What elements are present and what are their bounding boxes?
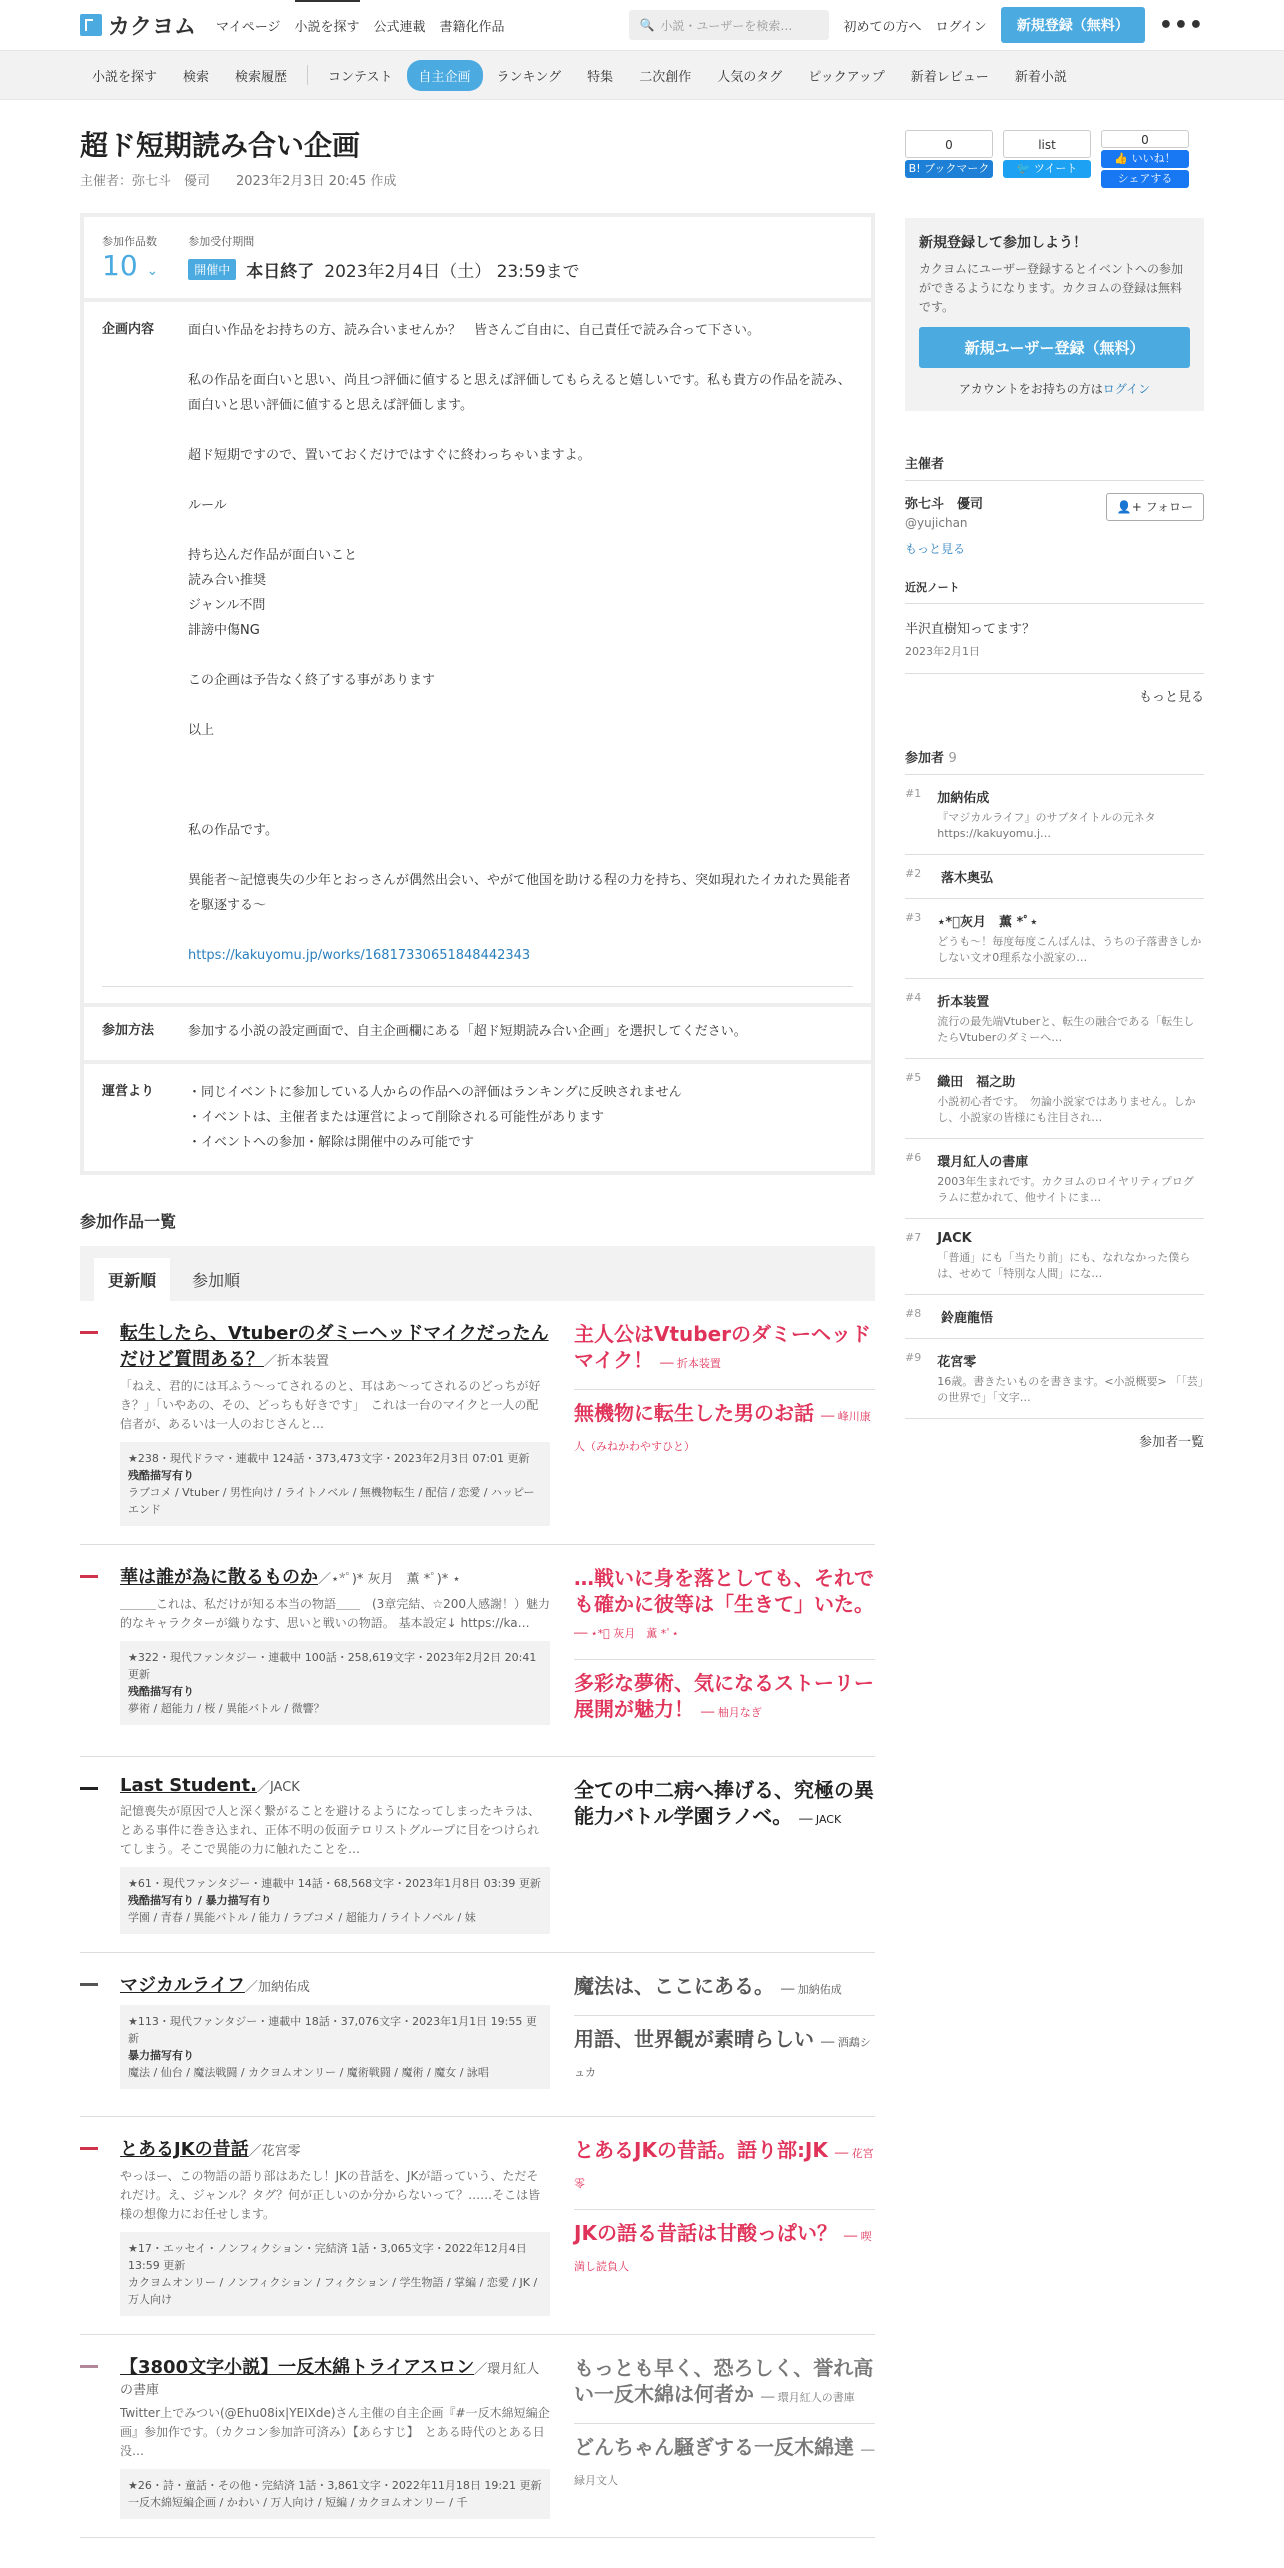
count-label: 参加作品数	[102, 235, 157, 248]
rule-item: イベントへの参加・解除は開催中のみ可能です	[201, 1135, 475, 1150]
review-author: ── 酒鵡シュカ	[574, 2036, 871, 2079]
period-value: 2023年2月4日（土） 23:59まで	[324, 262, 580, 282]
review-title: 多彩な夢術、気になるストーリー展開が魅力！	[574, 1671, 874, 1721]
event-description	[188, 318, 853, 987]
participant-name: 落木奥弘	[941, 871, 994, 886]
review-title: 無機物に転生した男のお話	[574, 1401, 814, 1425]
work-author[interactable]: ／環月紅人の書庫	[120, 2362, 540, 2398]
host-more-link[interactable]: もっと見る	[905, 542, 966, 556]
user-plus-icon: 👤+	[1116, 500, 1142, 514]
review-item[interactable]	[574, 2423, 875, 2506]
nav-find-novels[interactable]: 小説を探す	[295, 0, 360, 52]
search-icon: 🔍	[639, 18, 655, 32]
subnav-pickup[interactable]: ピックアップ	[808, 69, 885, 85]
subnav-reviews[interactable]: 新着レビュー	[910, 69, 989, 85]
participant-number: #2	[905, 867, 922, 880]
participant-name: 鈴鹿龍悟	[941, 1311, 994, 1326]
genre-mark	[80, 1331, 98, 1334]
work-link[interactable]: https://kakuyomu.jp/works/16817330651848442343	[188, 948, 531, 963]
notes-more-link[interactable]: もっと見る	[1138, 690, 1204, 705]
work-item	[80, 2117, 875, 2335]
participant-name: 環月紅人の書庫	[937, 1155, 1029, 1170]
participants-count: 9	[948, 751, 957, 766]
work-item	[80, 2335, 875, 2538]
host-name[interactable]: 弥七斗 優司	[905, 497, 984, 512]
logo-icon	[80, 14, 102, 36]
more-menu-icon[interactable]: •••	[1158, 12, 1204, 38]
review-title: 主人公はVtuberのダミーヘッドマイク！	[574, 1322, 872, 1372]
review-item[interactable]	[574, 1389, 875, 1472]
work-stats: ★238・現代ドラマ・連載中 124話・373,473文字・2023年2月3日 07:01 更新	[128, 1452, 530, 1465]
rules-list: ・同じイベントに参加している人からの作品への評価はランキングに反映されません ・イベントは、主催者または運営によって削除される可能性があります ・イベントへの参加・解除は開催中のみ可能です	[188, 1085, 682, 1150]
participants-list	[905, 775, 1204, 1419]
register-button[interactable]: 新規登録（無料）	[1001, 7, 1145, 43]
desc-line: 以上	[188, 723, 215, 738]
search-input[interactable]	[629, 10, 829, 40]
participant-number: #7	[905, 1231, 922, 1244]
desc-line: 私の作品です。	[188, 823, 278, 838]
subnav-search[interactable]: 検索	[183, 69, 210, 85]
tab-updated[interactable]: 更新順	[94, 1258, 170, 1301]
participant-desc: 『マジカルライフ』のサブタイトルの元ネタ https://kakuyomu.j…	[937, 811, 1156, 840]
participant-name: 加納佑成	[937, 791, 990, 806]
desc-line	[188, 843, 853, 868]
nav-official[interactable]: 公式連載	[373, 19, 426, 35]
work-description: 記憶喪失が原因で人と深く繋がることを避けるようになってしまったキラは、とある事件に巻き込まれ、正体不明の仮面テロリストグループに目をつけられてしまう。そこで異能の力に触れたことを…	[120, 1804, 541, 1856]
participant-name: 折本装置	[937, 995, 990, 1010]
sort-tabs	[80, 1246, 875, 1301]
desc-line: 誹謗中傷NG	[188, 623, 260, 638]
review-author: ── 花宮零	[574, 2147, 874, 2190]
search-placeholder: 小説・ユーザーを検索…	[660, 18, 793, 33]
review-author: ── 加納佑成	[780, 1983, 842, 1996]
participant-number: #8	[905, 1307, 922, 1320]
review-item[interactable]	[574, 2135, 875, 2209]
review-author: ── 峰川康人（みねかわやすひと）	[574, 1410, 871, 1453]
desc-line: 読み合い推奨	[188, 573, 267, 588]
participant-desc: どうも〜！毎度毎度こんばんは、うちの子落書きしかしない文オ0理系な小説家の…	[937, 935, 1202, 964]
participant-desc: 流行の最先端Vtuberと、転生の融合である「転生したらVtuberのダミーへ…	[937, 1015, 1195, 1044]
work-warning: 暴力描写有り	[128, 2049, 194, 2062]
participant-item[interactable]	[905, 1339, 1204, 1419]
like-button[interactable]	[1101, 130, 1189, 188]
entry-count-value: 10	[102, 249, 138, 282]
desc-line: ジャンル不問	[188, 598, 266, 613]
participant-item[interactable]	[905, 899, 1204, 979]
work-stats: ★26・詩・童話・その他・完結済 1話・3,861文字・2022年11月18日 19:21 更新	[128, 2479, 542, 2492]
header-nav	[216, 0, 505, 52]
bookmark-count: 0	[905, 130, 993, 158]
host-heading: 主催者	[905, 445, 1204, 481]
work-author[interactable]: ／加納佑成	[244, 1980, 310, 1995]
nav-books[interactable]: 書籍化作品	[439, 19, 505, 35]
review-title: …戦いに身を落としても、それでも確かに彼等は「生きて」いた。	[574, 1566, 874, 1616]
signup-button[interactable]: 新規ユーザー登録（無料）	[919, 327, 1190, 368]
rule-item: 同じイベントに参加している人からの作品への評価はランキングに反映されません	[201, 1085, 682, 1100]
review-author: ── 折本装置	[660, 1357, 721, 1370]
review-author: ── JACK	[799, 1813, 842, 1826]
genre-mark	[80, 1575, 98, 1578]
subnav-find[interactable]: 小説を探す	[92, 69, 158, 85]
review-title: 用語、世界観が素晴らしい	[574, 2027, 814, 2051]
desc-line	[188, 343, 853, 368]
work-warning: 残酷描写有り / 暴力描写有り	[128, 1894, 272, 1907]
work-description: Twitter上でみつい(@Ehu08ix|YEIXde)さん主催の自主企画『#一反木綿短編企画』参加作です。（カクコン参加許可済み）【あらすじ】 とある時代のとある日没…	[120, 2406, 550, 2458]
work-info	[120, 2469, 550, 2519]
tweet-label: ツイート	[1033, 162, 1078, 175]
review-author: ── 柚月なぎ	[700, 1706, 762, 1719]
work-tags[interactable]: 学園 / 青春 / 異能バトル / 能力 / ラブコメ / 超能力 / ライトノベル / 妹	[128, 1911, 476, 1924]
genre-mark	[80, 1983, 98, 1986]
like-label: いいね！	[1131, 152, 1176, 165]
participant-name: 花宮零	[937, 1355, 977, 1370]
desc-line: 私の作品を面白いと思い、尚且つ評価に値すると思えば評価してもらえると嬉しいです。私も貴方の作品を読み、面白いと思い評価に値すると思えば評価します。	[188, 373, 851, 413]
work-title-link[interactable]: マジカルライフ	[120, 1975, 245, 1996]
participant-item[interactable]	[905, 1139, 1204, 1219]
review-item[interactable]	[574, 1775, 875, 1845]
entries-title: 参加作品一覧	[80, 1212, 177, 1231]
review-author: ── ⋆*ﾟ 灰月 薫 *ﾟ⋆	[574, 1627, 679, 1640]
desc-line	[188, 418, 853, 443]
work-info	[120, 1442, 550, 1526]
work-title-link[interactable]: Last Student.	[120, 1775, 257, 1796]
review-title: 全ての中二病へ捧げる、究極の異能力バトル学園ラノベ。	[574, 1778, 874, 1828]
share-buttons	[905, 130, 1204, 188]
ends-today: 本日終了	[246, 262, 315, 282]
review-title: もっとも早く、恐ろしく、誉れ高い一反木綿は何者か	[574, 2356, 874, 2406]
review-item[interactable]	[574, 1659, 875, 1738]
works-list	[80, 1301, 875, 2538]
work-stats: ★322・現代ファンタジー・連載中 100話・258,619文字・2023年2月2日 20:41 更新	[128, 1651, 537, 1681]
like-count: 0	[1101, 130, 1189, 148]
subnav-new-novels[interactable]: 新着小説	[1014, 69, 1067, 85]
work-title-link[interactable]: 転生したら、Vtuberのダミーヘッドマイクだったんだけど質問ある？	[120, 1323, 549, 1370]
work-author[interactable]: ／⋆*ﾟ)* 灰月 薫 *ﾟ)* ⋆	[318, 1572, 461, 1587]
work-stats: ★113・現代ファンタジー・連載中 18話・37,076文字・2023年1月1日 19:55 更新	[128, 2015, 537, 2045]
participant-name: ⋆*ﾟ灰月 薫 *ﾟ⋆	[937, 915, 1038, 930]
work-info	[120, 2005, 550, 2089]
review-title: JKの語る昔話は甘酸っぱい？	[574, 2221, 837, 2245]
subnav	[0, 50, 1284, 100]
work-title-link[interactable]: 華は誰が為に散るものか	[120, 1567, 318, 1588]
genre-mark	[80, 1787, 98, 1790]
desc-line: 超ド短期ですので、置いておくだけではすぐに終わっちゃいますよ。	[188, 448, 591, 463]
review-title: どんちゃん騒ぎする一反木綿達	[574, 2435, 854, 2459]
review-item[interactable]	[574, 2015, 875, 2098]
follow-button[interactable]	[1106, 493, 1204, 521]
rule-item: イベントは、主催者または運営によって削除される可能性があります	[201, 1110, 605, 1125]
subnav-tags[interactable]: 人気のタグ	[717, 69, 783, 85]
genre-mark	[80, 2147, 98, 2150]
work-warning: 残酷描写有り	[128, 1685, 194, 1698]
participant-item[interactable]	[905, 979, 1204, 1059]
work-title-link[interactable]: 【3800文字小説】一反木綿トライアスロン	[120, 2357, 475, 2378]
note-date: 2023年2月1日	[905, 645, 980, 658]
promo-text: カクヨムにユーザー登録するとイベントへの参加ができるようになります。カクヨムの登録は無料です。	[919, 262, 1184, 314]
participant-item[interactable]	[905, 1219, 1204, 1295]
header	[0, 0, 1284, 50]
desc-line: 面白い作品をお持ちの方、読み合いませんか？ 皆さんご自由に、自己責任で読み合って下さい。	[188, 323, 761, 338]
participant-item[interactable]	[905, 855, 1204, 899]
review-item[interactable]	[574, 1563, 875, 1659]
promo-title: 新規登録して参加しよう！	[919, 235, 1087, 251]
work-stats: ★17・エッセイ・ノンフィクション・完結済 1話・3,065文字・2022年12月4日 13:59 更新	[128, 2242, 527, 2272]
entry-count[interactable]	[102, 249, 158, 282]
review-item[interactable]	[574, 1971, 875, 2015]
participant-desc: 「普通」にも「当たり前」にも、なれなかった僕らは、せめて「特別な人間」にな…	[937, 1251, 1191, 1280]
review-item[interactable]	[574, 2209, 875, 2292]
participant-desc: 16歳。書きたいものを書きます。<小説概要> 「「芸」の世界で」「文字…	[937, 1375, 1204, 1404]
event-meta: 主催者：弥七斗 優司 2023年2月3日 20:45 作成	[80, 174, 397, 189]
participant-number: #4	[905, 991, 922, 1004]
work-item	[80, 1757, 875, 1953]
work-description: ＿＿＿これは、私だけが知る本当の物語＿＿ (3章完結、☆200人感謝！）魅力的なキャラクターが織りなす、思いと戦いの物語。 基本設定↓ https://ka…	[120, 1597, 550, 1630]
participant-name: JACK	[937, 1231, 972, 1246]
desc-line	[188, 793, 853, 818]
participant-item[interactable]	[905, 1059, 1204, 1139]
share-label: シェアする	[1101, 170, 1189, 188]
desc-line: ルール	[188, 498, 227, 513]
participant-number: #3	[905, 911, 922, 924]
main-content	[80, 100, 875, 2538]
method-label: 参加方法	[102, 1023, 155, 1038]
work-tags[interactable]: 夢術 / 超能力 / 桜 / 異能バトル / 微響？	[128, 1702, 325, 1715]
desc-line	[188, 918, 853, 943]
review-author: ── 喫満し読負人	[574, 2230, 872, 2273]
signup-promo	[905, 218, 1204, 411]
review-item[interactable]	[574, 1319, 875, 1389]
work-info	[120, 1641, 550, 1725]
rules-label: 運営より	[102, 1084, 155, 1099]
chevron-down-icon: ⌄	[146, 263, 159, 279]
participant-item[interactable]	[905, 1295, 1204, 1339]
thumbs-up-icon: 👍	[1114, 152, 1129, 165]
work-info	[120, 2232, 550, 2316]
subnav-fanfic[interactable]: 二次創作	[639, 69, 692, 85]
promo-question: アカウントをお持ちの方は	[958, 382, 1103, 396]
review-title: とあるJKの昔話。語り部:JK	[574, 2138, 828, 2162]
desc-line	[188, 468, 853, 493]
genre-mark	[80, 2365, 98, 2368]
participant-desc: 小説初心者です。 勿論小説家ではありません。しかし、小説家の皆様にも注目され…	[937, 1095, 1196, 1124]
work-info	[120, 1867, 550, 1934]
participant-number: #9	[905, 1351, 922, 1364]
participant-name: 織田 福之助	[937, 1075, 1016, 1090]
desc-line: 持ち込んだ作品が面白いこと	[188, 548, 358, 563]
participants-label: 参加者	[905, 751, 945, 766]
subnav-features[interactable]: 特集	[587, 69, 614, 85]
subnav-user-events[interactable]: 自主企画	[407, 60, 483, 91]
work-tags[interactable]: ラブコメ / Vtuber / 男性向け / ライトノベル / 無機物転生 / 配信 / 恋愛 / ハッピーエンド	[128, 1486, 535, 1516]
desc-line	[188, 643, 853, 668]
bookmark-label: B! ブックマーク	[905, 160, 993, 178]
work-author[interactable]: ／JACK	[256, 1780, 300, 1795]
work-title-link[interactable]: とあるJKの昔話	[120, 2139, 249, 2160]
page-title: 超ド短期読み合い企画	[80, 129, 361, 162]
method-text: 参加する小説の設定画面で、自主企画欄にある「超ド短期読み合い企画」を選択してください。	[188, 1024, 747, 1039]
desc-line: 異能者〜記憶喪失の少年とおっさんが偶然出会い、やがて他国を助ける程の力を持ち、突如現れたイカれた異能者を駆逐する〜	[188, 873, 851, 913]
tab-joined[interactable]: 参加順	[192, 1271, 241, 1290]
desc-line	[188, 518, 853, 543]
content-label: 企画内容	[102, 322, 155, 337]
note-title: 半沢直樹知ってます？	[905, 622, 1036, 637]
bookmark-button[interactable]	[905, 130, 993, 188]
period-label: 参加受付期間	[188, 235, 255, 248]
work-warning: 残酷描写有り	[128, 1469, 194, 1482]
work-tags[interactable]: カクヨムオンリー / ノンフィクション / フィクション / 学生物語 / 掌編 / 恋愛 / JK / 万人向け	[128, 2276, 538, 2306]
participant-desc: 2003年生まれです。カクヨムのロイヤリティプログラムに惹かれて、他サイトにま…	[937, 1175, 1194, 1204]
participants-heading	[905, 739, 1204, 775]
desc-line	[188, 768, 853, 793]
work-tags[interactable]: 魔法 / 仙台 / 魔法戦闘 / カクヨムオンリー / 魔術戦闘 / 魔術 / 魔女 / 詠唱	[128, 2066, 489, 2079]
work-item	[80, 1953, 875, 2117]
note-item[interactable]	[905, 604, 1204, 674]
twitter-icon: 🐦	[1016, 162, 1031, 175]
logo[interactable]	[80, 10, 196, 41]
status-badge: 開催中	[188, 259, 236, 280]
event-box	[80, 213, 875, 1175]
subnav-ranking[interactable]: ランキング	[496, 69, 562, 85]
participant-number: #1	[905, 787, 922, 800]
first-time-link[interactable]: 初めての方へ	[843, 19, 922, 35]
review-item[interactable]	[574, 2353, 875, 2423]
desc-line: この企画は予告なく終了する事があります	[188, 673, 436, 688]
participant-number: #6	[905, 1151, 922, 1164]
notes-heading: 近況ノート	[905, 579, 1204, 604]
work-author[interactable]: ／花宮零	[248, 2144, 301, 2159]
subnav-history[interactable]: 検索履歴	[235, 69, 288, 85]
participants-all-link[interactable]: 参加者一覧	[1138, 1435, 1204, 1450]
review-author: ── 環月紅人の書庫	[760, 2391, 855, 2404]
follow-label: フォロー	[1145, 500, 1193, 514]
desc-line	[188, 743, 853, 768]
work-stats: ★61・現代ファンタジー・連載中 14話・68,568文字・2023年1月8日 03:39 更新	[128, 1877, 541, 1890]
review-title: 魔法は、ここにある。	[574, 1974, 774, 1998]
desc-line	[188, 693, 853, 718]
logo-text: カクヨム	[108, 14, 197, 40]
work-tags[interactable]: 一反木綿短編企画 / かわい / 万人向け / 短編 / カクヨムオンリー / 千	[128, 2496, 468, 2509]
sidebar	[905, 100, 1204, 2538]
promo-login-link[interactable]: ログイン	[1102, 382, 1151, 396]
work-item	[80, 1545, 875, 1757]
work-author[interactable]: ／折本装置	[264, 1354, 330, 1369]
participant-item[interactable]	[905, 775, 1204, 855]
subnav-contest[interactable]: コンテスト	[328, 69, 393, 85]
nav-mypage[interactable]: マイページ	[216, 19, 281, 35]
list-label: list	[1003, 130, 1091, 158]
participant-number: #5	[905, 1071, 922, 1084]
work-item	[80, 1301, 875, 1545]
tweet-button[interactable]	[1003, 130, 1091, 188]
login-link[interactable]: ログイン	[935, 19, 987, 35]
host-id: @yujichan	[905, 516, 968, 530]
work-description: やっほー、この物語の語り部はあたし！JKの昔話を、JKが語っていう、ただそれだけ。え、ジャンル？タグ？何が正しいのか分からないって？……そこは皆様の想像力にお任せします。	[120, 2169, 541, 2221]
work-description: 「ねえ、君的には耳ふう～ってされるのと、耳はあ～ってされるのどっちが好き？」「いやあの、その、どっちも好きです」 これは一台のマイクと一人の配信者が、あるいは一人のおじさんと…	[120, 1379, 541, 1431]
review-author: ── 緑月文人	[574, 2444, 875, 2487]
divider	[307, 65, 308, 85]
